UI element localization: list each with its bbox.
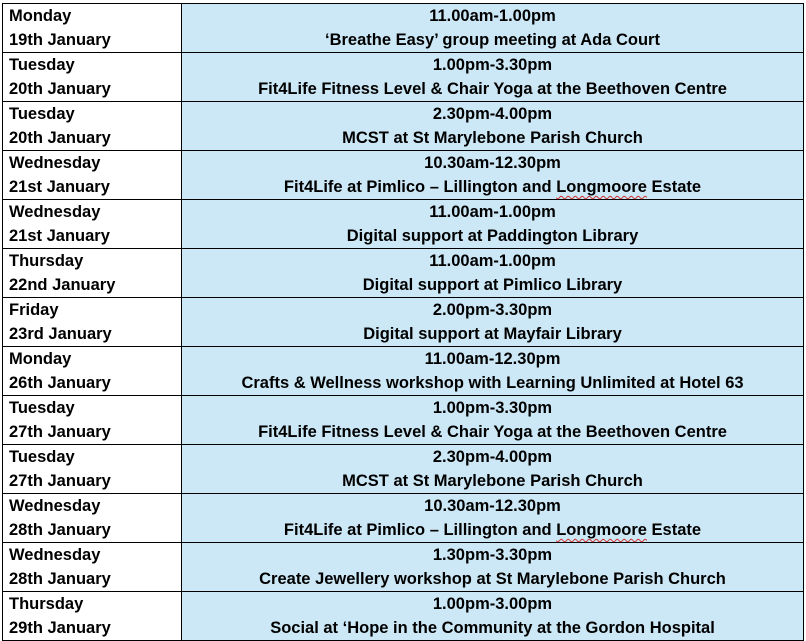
event-cell <box>182 494 804 543</box>
day-label: Monday <box>9 7 72 25</box>
table-row <box>3 200 804 249</box>
day-label: Wednesday <box>9 546 101 564</box>
date-label: 26th January <box>9 374 111 392</box>
day-label: Monday <box>9 350 72 368</box>
time-label: 1.30pm-3.30pm <box>432 546 553 564</box>
time-label: 11.00am-1.00pm <box>429 7 556 25</box>
event-label: Crafts & Wellness workshop with Learning Unlimited at Hotel 63 <box>241 374 744 392</box>
schedule-table <box>2 3 804 641</box>
event-cell <box>182 53 804 102</box>
day-date-cell <box>3 592 182 641</box>
table-row <box>3 4 804 53</box>
date-label: 20th January <box>9 80 111 98</box>
time-label: 1.00pm-3.00pm <box>432 595 553 613</box>
table-row <box>3 445 804 494</box>
table-row <box>3 53 804 102</box>
day-date-cell <box>3 249 182 298</box>
time-label: 1.00pm-3.30pm <box>432 399 553 417</box>
time-label: 11.00am-12.30pm <box>424 350 561 368</box>
event-label: ‘Breathe Easy’ group meeting at Ada Court <box>325 31 660 49</box>
event-label: Create Jewellery workshop at St Marylebone Parish Church <box>259 570 726 588</box>
day-date-cell <box>3 200 182 249</box>
table-row <box>3 151 804 200</box>
schedule-body <box>3 4 804 641</box>
table-row <box>3 347 804 396</box>
day-date-cell <box>3 4 182 53</box>
table-row <box>3 249 804 298</box>
event-label: Fit4Life at Pimlico – Lillington and Longmoore Estate <box>283 521 702 539</box>
time-label: 2.30pm-4.00pm <box>432 105 553 123</box>
date-label: 27th January <box>9 472 111 490</box>
event-label: Fit4Life Fitness Level & Chair Yoga at the Beethoven Centre <box>258 423 727 441</box>
event-cell <box>182 592 804 641</box>
event-cell <box>182 4 804 53</box>
table-row <box>3 592 804 641</box>
event-label: Digital support at Pimlico Library <box>362 276 623 294</box>
day-date-cell <box>3 494 182 543</box>
day-label: Wednesday <box>9 497 101 515</box>
day-date-cell <box>3 396 182 445</box>
event-label: MCST at St Marylebone Parish Church <box>342 472 643 490</box>
table-row <box>3 298 804 347</box>
event-cell <box>182 543 804 592</box>
day-label: Tuesday <box>9 448 75 466</box>
spellcheck-underline: Longmoore <box>556 178 647 196</box>
event-cell <box>182 102 804 151</box>
day-date-cell <box>3 347 182 396</box>
time-label: 10.30am-12.30pm <box>424 497 561 515</box>
event-label: Social at ‘Hope in the Community at the Gordon Hospital <box>270 619 715 637</box>
event-label: MCST at St Marylebone Parish Church <box>342 129 643 147</box>
time-label: 11.00am-1.00pm <box>429 252 556 270</box>
day-date-cell <box>3 151 182 200</box>
time-label: 11.00am-1.00pm <box>429 203 556 221</box>
event-label: Digital support at Mayfair Library <box>363 325 622 343</box>
event-label: Digital support at Paddington Library <box>346 227 639 245</box>
date-label: 23rd January <box>9 325 112 343</box>
spellcheck-underline: Longmoore <box>556 521 647 539</box>
event-cell <box>182 347 804 396</box>
date-label: 21st January <box>9 227 110 245</box>
event-cell <box>182 200 804 249</box>
time-label: 10.30am-12.30pm <box>424 154 561 172</box>
event-cell <box>182 151 804 200</box>
event-cell <box>182 249 804 298</box>
event-cell <box>182 298 804 347</box>
day-date-cell <box>3 102 182 151</box>
event-label: Fit4Life at Pimlico – Lillington and Longmoore Estate <box>283 178 702 196</box>
day-label: Tuesday <box>9 399 75 417</box>
event-cell <box>182 445 804 494</box>
date-label: 19th January <box>9 31 111 49</box>
table-row <box>3 543 804 592</box>
date-label: 28th January <box>9 521 111 539</box>
date-label: 20th January <box>9 129 111 147</box>
date-label: 29th January <box>9 619 111 637</box>
time-label: 2.30pm-4.00pm <box>432 448 553 466</box>
table-row <box>3 494 804 543</box>
event-label: Fit4Life Fitness Level & Chair Yoga at the Beethoven Centre <box>258 80 727 98</box>
day-label: Thursday <box>9 252 84 270</box>
event-cell <box>182 396 804 445</box>
day-label: Tuesday <box>9 105 75 123</box>
date-label: 22nd January <box>9 276 116 294</box>
day-label: Wednesday <box>9 154 101 172</box>
time-label: 2.00pm-3.30pm <box>432 301 553 319</box>
date-label: 28th January <box>9 570 111 588</box>
day-date-cell <box>3 53 182 102</box>
day-label: Wednesday <box>9 203 101 221</box>
day-label: Thursday <box>9 595 84 613</box>
day-date-cell <box>3 543 182 592</box>
date-label: 21st January <box>9 178 110 196</box>
day-date-cell <box>3 298 182 347</box>
date-label: 27th January <box>9 423 111 441</box>
table-row <box>3 396 804 445</box>
time-label: 1.00pm-3.30pm <box>432 56 553 74</box>
table-row <box>3 102 804 151</box>
day-label: Tuesday <box>9 56 75 74</box>
day-label: Friday <box>9 301 59 319</box>
day-date-cell <box>3 445 182 494</box>
